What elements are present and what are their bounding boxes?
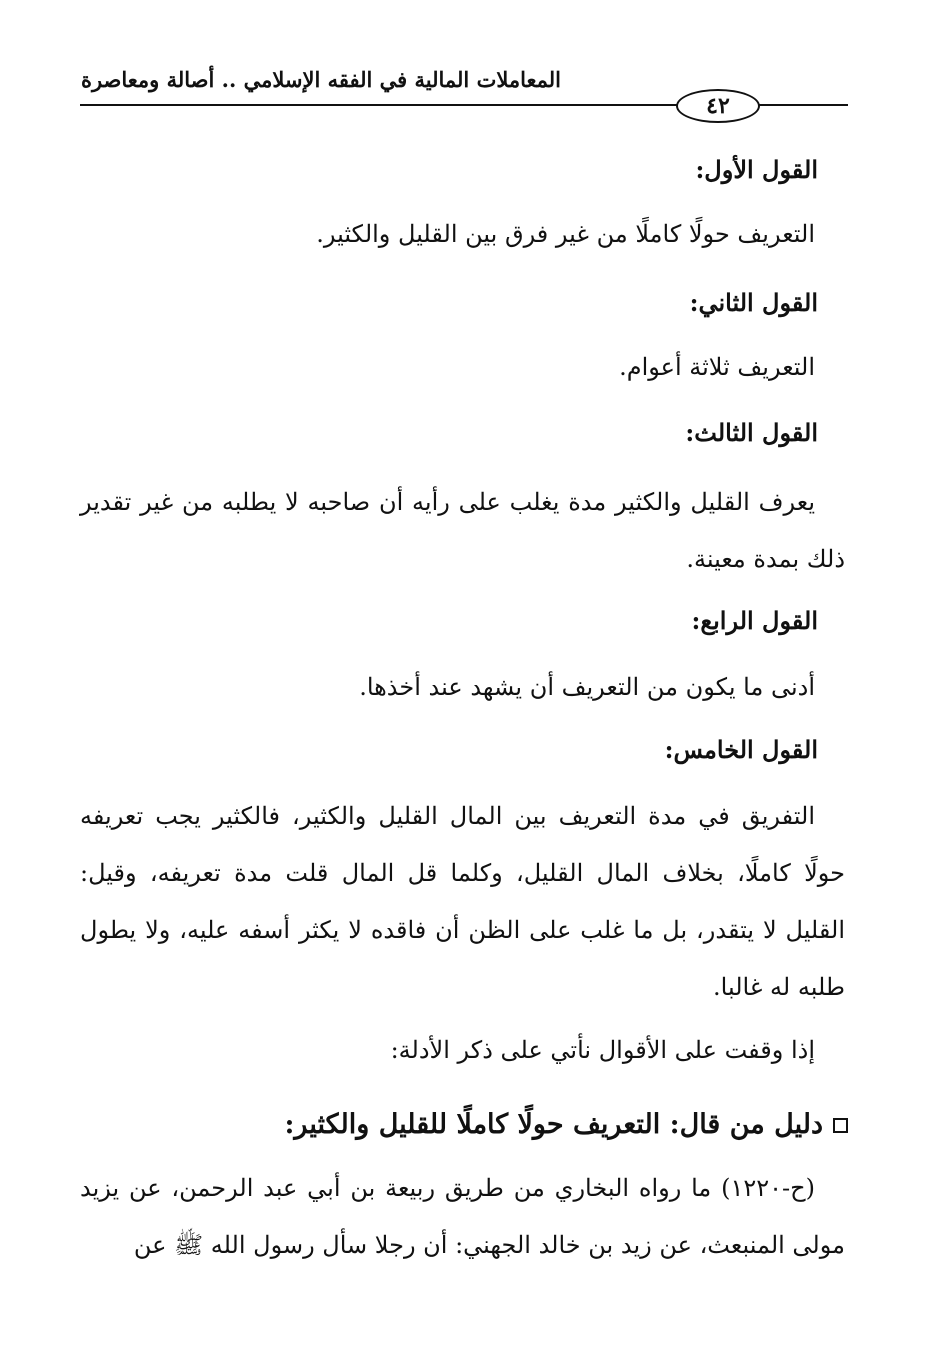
heading-first-opinion: القول الأول: xyxy=(695,155,818,184)
heading-third-opinion: القول الثالث: xyxy=(685,418,818,447)
paragraph-third-opinion: يعرف القليل والكثير مدة يغلب على رأيه أن صاحبه لا يطلبه من غير تقدير ذلك بمدة معينة. xyxy=(80,488,845,573)
paragraph-second-opinion: التعريف ثلاثة أعوام. xyxy=(619,353,815,381)
running-title: المعاملات المالية في الفقه الإسلامي .. أصالة ومعاصرة xyxy=(80,67,562,92)
paragraph-fifth-opinion: التفريق في مدة التعريف بين المال القليل والكثير، فالكثير يجب تعريفه حولًا كاملًا، بخلاف المال القليل، وكلما قل المال قلت مدة تعريفه، وقيل: القليل لا يتقدر، بل ما غلب على الظن أن فاقده لا يكثر أسفه عليه، ولا يطول طلبه له غالبا. xyxy=(80,802,846,1001)
paragraph-fourth-opinion: أدنى ما يكون من التعريف أن يشهد عند أخذها. xyxy=(359,673,815,701)
paragraph-transition: إذا وقفت على الأقوال نأتي على ذكر الأدلة: xyxy=(390,1036,815,1064)
square-bullet-icon xyxy=(833,1118,848,1133)
heading-fifth-opinion: القول الخامس: xyxy=(664,735,818,764)
section-heading xyxy=(284,1105,848,1145)
heading-second-opinion: القول الثاني: xyxy=(689,288,818,317)
paragraph-first-opinion: التعريف حولًا كاملًا من غير فرق بين القليل والكثير. xyxy=(316,220,815,248)
heading-fourth-opinion: القول الرابع: xyxy=(691,606,818,635)
paragraph-hadith: (ح-١٢٢٠) ما رواه البخاري من طريق ربيعة بن أبي عبد الرحمن، عن يزيد مولى المنبعث، عن زيد بن خالد الجهني: أن رجلا سأل رسول الله ﷺ عن xyxy=(80,1174,845,1259)
page-number: ٤٢ xyxy=(676,89,760,123)
section-heading-text: دليل من قال: التعريف حولًا كاملًا للقليل والكثير: xyxy=(284,1109,823,1140)
